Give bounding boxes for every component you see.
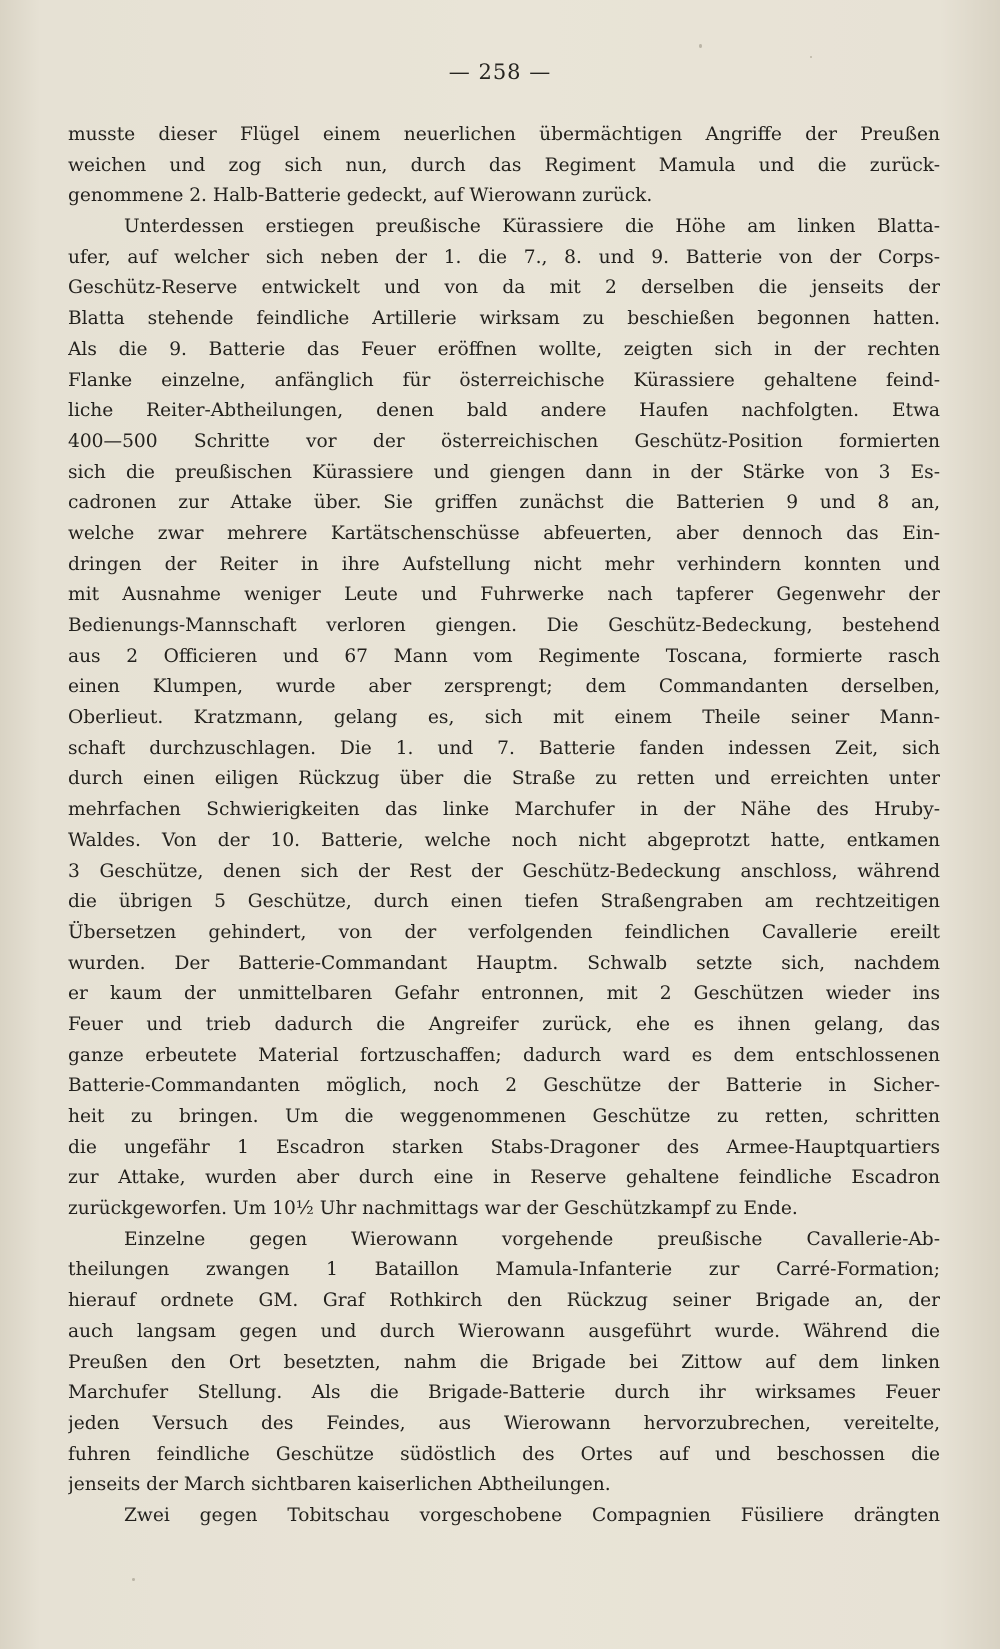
text-line: einen Klumpen, wurde aber zersprengt; dem Commandanten derselben, xyxy=(68,676,940,698)
text-line: die übrigen 5 Geschütze, durch einen tiefen Straßengraben am rechtzeitigen xyxy=(68,891,940,913)
text-line: Bedienungs-Mannschaft verloren giengen. Die Geschütz-Bedeckung, bestehend xyxy=(68,615,940,636)
text-line: jenseits der March sichtbaren kaiserlichen Abtheilungen. xyxy=(68,1474,611,1496)
text-line: Flanke einzelne, anfänglich für österreichische Kürassiere gehaltene feind- xyxy=(68,369,940,391)
text-line: Feuer und trieb dadurch die Angreifer zurück, ehe es ihnen gelang, das xyxy=(68,1013,940,1035)
text-line: Übersetzen gehindert, von der verfolgenden feindlichen Cavallerie ereilt xyxy=(68,921,940,943)
text-line: Marchufer Stellung. Als die Brigade-Batterie durch ihr wirksames Feuer xyxy=(68,1382,940,1404)
text-line: die ungefähr 1 Escadron starken Stabs-Dragoner des Armee-Hauptquartiers xyxy=(68,1136,940,1158)
text-line: musste dieser Flügel einem neuerlichen übermächtigen Angriffe der Preußen xyxy=(68,124,940,145)
text-line: mehrfachen Schwierigkeiten das linke Marchufer in der Nähe des Hruby- xyxy=(68,799,940,821)
paper-speck xyxy=(699,44,702,48)
text-line: heit zu bringen. Um die weggenommenen Geschütze zu retten, schritten xyxy=(68,1106,940,1127)
text-line: jeden Versuch des Feindes, aus Wierowann hervorzubrechen, vereitelte, xyxy=(68,1412,940,1434)
text-line: ufer, auf welcher sich neben der 1. die 7., 8. und 9. Batterie von der Corps- xyxy=(68,246,940,268)
text-line: Blatta stehende feindliche Artillerie wirksam zu beschießen begonnen hatten. xyxy=(68,308,940,330)
text-line: zurückgeworfen. Um 10½ Uhr nachmittags war der Geschützkampf zu Ende. xyxy=(68,1198,798,1220)
text-line: liche Reiter-Abtheilungen, denen bald andere Haufen nachfolgten. Etwa xyxy=(68,400,940,422)
text-line: 400—500 Schritte vor der österreichischen Geschütz-Position formierten xyxy=(68,430,940,452)
text-line: fuhren feindliche Geschütze südöstlich des Ortes auf und beschossen die xyxy=(68,1443,940,1465)
text-line: weichen und zog sich nun, durch das Regiment Mamula und die zurück- xyxy=(68,154,940,176)
text-line: genommene 2. Halb-Batterie gedeckt, auf Wierowann zurück. xyxy=(68,185,653,207)
page-number: — 258 — xyxy=(448,60,552,84)
text-line: durch einen eiligen Rückzug über die Straße zu retten und erreichten unter xyxy=(68,768,940,790)
text-line: zur Attake, wurden aber durch eine in Reserve gehaltene feindliche Escadron xyxy=(68,1167,940,1189)
text-line: Waldes. Von der 10. Batterie, welche noch nicht abgeprotzt hatte, entkamen xyxy=(68,829,940,851)
text-line: Zwei gegen Tobitschau vorgeschobene Compagnien Füsiliere drängten xyxy=(124,1504,940,1526)
text-line: dringen der Reiter in ihre Aufstellung nicht mehr verhindern konnten und xyxy=(68,553,940,575)
text-line: schaft durchzuschlagen. Die 1. und 7. Batterie fanden indessen Zeit, sich xyxy=(68,737,940,759)
text-line: Oberlieut. Kratzmann, gelang es, sich mit einem Theile seiner Mann- xyxy=(68,707,940,729)
text-line: Unterdessen erstiegen preußische Kürassiere die Höhe am linken Blatta- xyxy=(124,216,940,238)
text-line: sich die preußischen Kürassiere und giengen dann in der Stärke von 3 Es- xyxy=(68,461,940,483)
text-line: aus 2 Officieren und 67 Mann vom Regimente Toscana, formierte rasch xyxy=(68,645,940,667)
text-line: Batterie-Commandanten möglich, noch 2 Geschütze der Batterie in Sicher- xyxy=(68,1075,940,1097)
text-line: wurden. Der Batterie-Commandant Hauptm. Schwalb setzte sich, nachdem xyxy=(68,952,940,974)
text-line: 3 Geschütze, denen sich der Rest der Geschütz-Bedeckung anschloss, während xyxy=(68,860,940,882)
text-line: Preußen den Ort besetzten, nahm die Brigade bei Zittow auf dem linken xyxy=(68,1351,940,1373)
text-line: theilungen zwangen 1 Bataillon Mamula-Infanterie zur Carré-Formation; xyxy=(68,1259,940,1281)
paper-speck xyxy=(132,1578,135,1581)
text-line: cadronen zur Attake über. Sie griffen zunächst die Batterien 9 und 8 an, xyxy=(68,492,940,514)
text-line: Einzelne gegen Wierowann vorgehende preußische Cavallerie-Ab- xyxy=(124,1228,940,1250)
text-line: Geschütz-Reserve entwickelt und von da mit 2 derselben die jenseits der xyxy=(68,277,940,299)
text-line: Als die 9. Batterie das Feuer eröffnen wollte, zeigten sich in der rechten xyxy=(68,338,940,360)
paper-speck xyxy=(810,56,812,58)
text-line: mit Ausnahme weniger Leute und Fuhrwerke nach tapferer Gegenwehr der xyxy=(68,584,940,606)
body-text xyxy=(68,120,940,1532)
text-line: welche zwar mehrere Kartätschenschüsse abfeuerten, aber dennoch das Ein- xyxy=(68,522,940,544)
text-line: auch langsam gegen und durch Wierowann ausgeführt wurde. Während die xyxy=(68,1320,940,1342)
text-line: er kaum der unmittelbaren Gefahr entronnen, mit 2 Geschützen wieder ins xyxy=(68,983,940,1005)
text-line: hierauf ordnete GM. Graf Rothkirch den Rückzug seiner Brigade an, der xyxy=(68,1290,940,1312)
text-line: ganze erbeutete Material fortzuschaffen; dadurch ward es dem entschlossenen xyxy=(68,1044,940,1066)
